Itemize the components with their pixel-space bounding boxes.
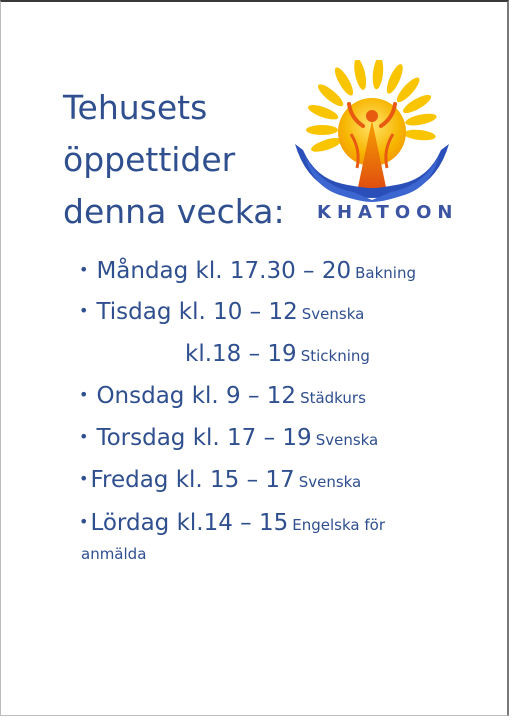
- bullet-icon: •: [79, 385, 89, 404]
- schedule-time: Lördag kl.14 – 15: [90, 510, 289, 536]
- schedule-note: Engelska för: [292, 516, 385, 534]
- list-item: [79, 256, 416, 288]
- bullet-icon: •: [79, 260, 89, 279]
- list-item: [79, 381, 366, 413]
- schedule-note: Bakning: [355, 264, 416, 282]
- page-title: [63, 82, 285, 238]
- list-item: [79, 297, 364, 329]
- schedule-note: Svenska: [315, 431, 379, 449]
- schedule-time: Onsdag kl. 9 – 12: [96, 383, 297, 409]
- schedule-time: Måndag kl. 17.30 – 20: [96, 258, 352, 284]
- title-line-2: öppettider: [63, 140, 236, 179]
- schedule-note: Städkurs: [300, 389, 366, 407]
- title-line-3: denna vecka:: [63, 192, 285, 231]
- schedule-note: Svenska: [298, 473, 362, 491]
- bullet-icon: •: [79, 427, 89, 446]
- bullet-icon: •: [79, 469, 89, 488]
- schedule-note: Stickning: [300, 347, 370, 365]
- list-item: [79, 508, 385, 540]
- schedule-note-continued: anmälda: [81, 545, 147, 563]
- schedule-time: Fredag kl. 15 – 17: [90, 467, 295, 493]
- list-item: [79, 465, 361, 497]
- list-item: [185, 339, 370, 371]
- schedule-time: kl.18 – 19: [185, 341, 297, 367]
- logo-wordmark: KHATOON: [317, 202, 459, 223]
- schedule-note: Svenska: [301, 305, 365, 323]
- schedule-time: Tisdag kl. 10 – 12: [96, 299, 298, 325]
- bullet-icon: •: [79, 301, 89, 320]
- schedule-time: Torsdag kl. 17 – 19: [96, 425, 312, 451]
- bullet-icon: •: [79, 512, 89, 531]
- title-line-1: Tehusets: [63, 88, 208, 127]
- list-item: [79, 423, 378, 455]
